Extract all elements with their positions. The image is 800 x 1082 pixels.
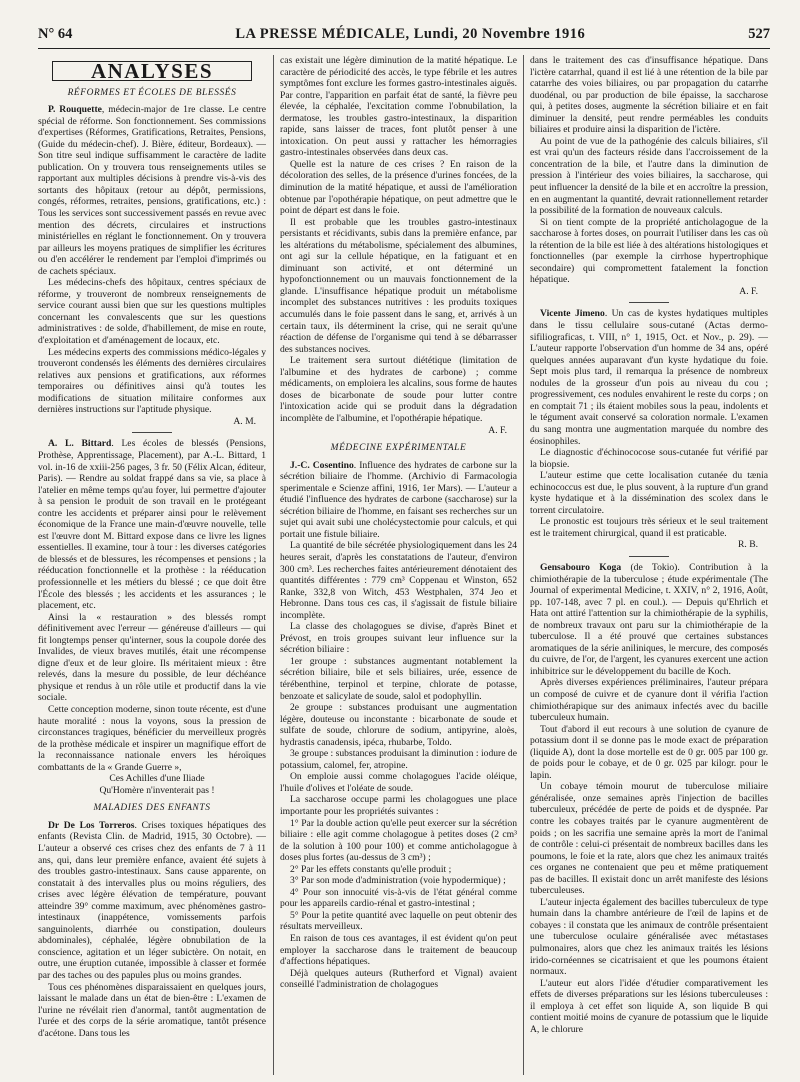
- article-signature: A. M.: [233, 415, 256, 427]
- verse-line: Ces Achilles d'une Iliade: [109, 773, 205, 785]
- article-paragraph: Tout d'abord il eut recours à une solution de cyanure de potassium dont il se donne pas le mode exact de préparation (liquide A), dont la dose mortelle est de 0 gr. 005 par 100 gr. de poids pour le cobaye, et de 0 gr. 025 par kilogr. pour le lapin.: [530, 723, 768, 781]
- article-paragraph: Le diagnostic d'échinococose sous-cutanée fut vérifié par la biopsie.: [530, 447, 768, 470]
- column-1: [38, 55, 266, 1075]
- running-header: [38, 26, 770, 44]
- article-paragraph: La saccharose occupe parmi les cholagogues une place importante pour les propriétés suivantes :: [280, 794, 517, 817]
- article-signature: A. F.: [488, 424, 507, 436]
- section-heading: MÉDECINE EXPÉRIMENTALE: [330, 443, 467, 454]
- article-author: A. L. Bittard: [48, 438, 112, 450]
- analyses-heading: ANALYSES: [52, 61, 252, 81]
- article-signature: A. F.: [739, 285, 758, 297]
- article-paragraph: Les médecins experts des commissions médico-légales y trouveront condensés les éléments des dernières circulaires relatives aux pensions et gratifications, aux réformes temporaires ou définitives ainsi qu'à toutes les modifications de situation militaire conformes aux dernières instructions sur l'aptitude physique.: [38, 346, 266, 416]
- article-paragraph: dans le traitement des cas d'insuffisance hépatique. Dans l'ictère catarrhal, quand il est lié à une rétention de la bile par catarrhe des voies biliaires, ou par propagation du catarrhe duodénal, ou par production de bile épaisse, la saccharose qui, à petites doses, augmente la sécrétion biliaire et en fait diminuer la densité, peut rendre perméables les conduits biliaires et produire ainsi la disparition de l'ictère.: [530, 55, 768, 136]
- page-number: 527: [748, 26, 770, 42]
- article-paragraph: Le pronostic est toujours très sérieux et le seul traitement est le traitement chirurgical, quand il est praticable.: [530, 516, 768, 539]
- article-paragraph: 4° Pour son innocuité vis-à-vis de l'état général comme pour les appareils cardio-rénal et gastro-intestinal ;: [280, 886, 517, 910]
- article-paragraph: L'auteur estime que cette localisation cutanée du tænia echinococcus est due, le plus souvent, à la rupture d'un grand kyste hydatique et à la dissémination des scolex dans le torrent circulatoire.: [530, 470, 768, 516]
- article-paragraph: 2° Par les effets constants qu'elle produit ;: [290, 863, 452, 875]
- article-author: J.-C. Cosentino: [290, 459, 354, 471]
- article-paragraph: Quelle est la nature de ces crises ? En raison de la décoloration des selles, de la présence d'urines foncées, de la diminution de la matité hépatique, et aussi de l'amélioration obtenue par l'opothérapie hépatique, on peut admettre que le point de départ est dans le foie.: [280, 158, 517, 217]
- section-heading: RÉFORMES ET ÉCOLES DE BLESSÉS: [67, 87, 237, 98]
- section-heading: MALADIES DES ENFANTS: [93, 803, 211, 814]
- article-paragraph: 1er groupe : substances augmentant notablement la sécrétion biliaire, bile et sels biliaires, urée, essence de térébenthine, terpinol et terpine, chlorate de potasse, benzoate et salicylate de soude, salol et podophyllin.: [280, 655, 517, 702]
- article-paragraph: La quantité de bile sécrétée physiologiquement dans les 24 heures serait, d'après les constatations de l'auteur, d'environ 300 cm³. Les recherches faites antérieurement dénotaient des quantités différentes : 779 cm³ Coppenau et Winston, 652 Ranke, 332,8 von Witch, 453 Westphalen, 374 Jeo et Hebronne. Dans tous ces cas, il s'agissait de fistule biliaire incomplète.: [280, 540, 517, 621]
- article-paragraph: A. L. Bittard. Les écoles de blessés (Pensions, Prothèse, Apprentissage, Placement), par A.-L. Bittard, 1 vol. in-16 de xxiii-256 pages, 3 fr. 50 (Félix Alcan, éditeur, Paris). — Rendre au soldat frappé dans sa vie, sa place à l'atelier en même temps qu'au foyer, lui permettre d'ajouter à sa pension le produit de son travail en le protégeant contre les accidents et préparer ainsi pour le relèvement économique de la France une main-d'œuvre nouvelle, telle est l'œuvre dont M. Bittard expose dans ce livre les lignes essentielles. Il examine, tour à tour : les diverses catégories de blessés et de blessures, les récompenses et pensions ; la rééducation fonctionnelle et la prothèse : la rééducation professionnelle et les métiers du blessé ; ce que doit être l'École des blessés ; les accidents et les assurances ; le placement, etc.: [38, 438, 266, 612]
- article-author: P. Rouquette: [48, 104, 102, 116]
- article-author: Gensabouro Koga: [540, 561, 622, 573]
- separator: [629, 302, 669, 303]
- article-paragraph: 2e groupe : substances produisant une augmentation légère, douteuse ou inconstante : bicarbonate de soude et sulfate de soude, chlorure de sodium, antipyrine, aloès, hydrastis canadensis, ipéca, rhubarbe, Toldo.: [280, 702, 517, 748]
- article-paragraph: 1° Par la double action qu'elle peut exercer sur la sécrétion biliaire : elle agit comme cholagogue à petites doses (2 cm³ de la solution à 100 pour 100) et comme anticholagogue à doses plus fortes (au-dessus de 3 cm³) ;: [280, 817, 517, 864]
- article-paragraph: Au point de vue de la pathogénie des calculs biliaires, s'il est vrai qu'un des facteurs réside dans l'accroissement de la concentration de la bile, et l'autre dans la diminution de pression à l'intérieur des voies biliaires, la saccharose, qui peut influencer la densité de la bile et en accroître la pression, en en augmentant la quantité, devrait rationnellement retarder la possibilité de la formation de nouveaux calculs.: [530, 135, 768, 217]
- column-3: [530, 55, 768, 1075]
- article-author: Vicente Jimeno: [540, 308, 605, 320]
- column-rule: [523, 55, 524, 1075]
- article-paragraph: L'auteur eut alors l'idée d'étudier comparativement les effets de diverses préparations sur les lésions tuberculeuses : il employa à cet effet son liquide A, son liquide B qui contient moitié moins de cyanure de potassium que le liquide A, le chlorure: [530, 977, 768, 1035]
- article-paragraph: 3° Par son mode d'administration (voie hypodermique) ;: [290, 875, 506, 887]
- article-paragraph: J.-C. Cosentino. Influence des hydrates de carbone sur la sécrétion biliaire de l'homme. (Archivio di Farmacologia sperimentale e Scienze affini, 1916, 1er Mars). — L'auteur a étudié l'influence des hydrates de carbone (saccharose) sur la sécrétion biliaire de l'homme, en faisant ses recherches sur un sujet qui avait subi une cholécystectomie pour calculs, et qui portait une fistule biliaire.: [280, 459, 517, 540]
- article-paragraph: Vicente Jimeno. Un cas de kystes hydatiques multiples dans le tissu cellulaire sous-cutané (Actas dermo-sifiliograficas, t. VIII, n° 1, 1915, Oct. et Nov., p. 29). — L'auteur rapporte l'observation d'un homme de 34 ans, opéré quelques années auparavant d'un kyste hydatique du foie. Sept mois plus tard, il remarqua la présence de nombreux nodules de la grosseur d'un pois au niveau du cou ; progressivement, ces nodules envahirent le reste du corps ; on en comptait 71 ; ils étaient mobiles sous la peau, indolents et le tégument avait conservé sa coloration normale. L'examen du sang montra une augmentation marquée du nombre des éosinophiles.: [530, 308, 768, 447]
- article-paragraph: 3e groupe : substances produisant la diminution : iodure de potassium, calomel, fer, atropine.: [280, 748, 517, 771]
- article-paragraph: Tous ces phénomènes disparaissaient en quelques jours, laissant le malade dans un état de bien-être : L'examen de l'urine ne révélait rien d'anormal, tantôt augmentation de l'urée et des corps de la série aromatique, tantôt présence d'acétone. Dans tous les: [38, 981, 266, 1039]
- article-paragraph: Les médecins-chefs des hôpitaux, centres spéciaux de réforme, y trouveront de nombreux renseignements de service courant aussi bien que sur les questions multiples concernant les convalescents que sur les questions administratives : de solde, d'habillement, de mise en route, d'exploitation et d'aménagement de locaux, etc.: [38, 277, 266, 347]
- journal-title: LA PRESSE MÉDICALE, Lundi, 20 Novembre 1916: [235, 26, 586, 42]
- article-paragraph: Un cobaye témoin mourut de tuberculose miliaire généralisée, onze semaines après l'injection de bacilles tuberculeux, précédée de perte de poids et de dyspnée. Par contre les cobayes traités par le cyanure augmentèrent de poids ; on les sacrifia une semaine après la mort de l'animal de contrôle : celui-ci présentait de nombreux bacilles dans les poumons, le foie et la rate, alors que chez les animaux traités ces organes ne contenaient que peu et même pratiquement pas de bacilles. Il existait donc un arrêt manifeste des lésions tuberculeuses.: [530, 781, 768, 897]
- article-paragraph: Cette conception moderne, sinon toute récente, est d'une haute moralité : nous la voyons, sous la pression de circonstances tragiques, bénéficier du merveilleux progrès de la prothèse médicale et inspirer un magnifique effort de la reconnaissance nationale envers les héroïques combattants de la « Grande Guerre »,: [38, 703, 266, 773]
- article-author: Dr De Los Torreros: [48, 819, 135, 831]
- article-paragraph: En raison de tous ces avantages, il est évident qu'on peut employer la saccharose dans le traitement de beaucoup d'affections hépatiques.: [280, 933, 517, 968]
- verse-line: Qu'Homère n'inventerait pas !: [99, 784, 215, 796]
- article-paragraph: L'auteur injecta également des bacilles tuberculeux de type humain dans la chambre antérieure de l'œil de lapins et de cobayes : il constata que les animaux de contrôle présentaient une tuberculose oculaire généralisée avec métastases pulmonaires, alors que chez les animaux traités les lésions irido-cornéennes se cicatrisaient et que les poumons étaient normaux.: [530, 896, 768, 978]
- separator: [629, 556, 669, 557]
- article-paragraph: Dr De Los Torreros. Crises toxiques hépatiques des enfants (Revista Clin. de Madrid, 1915, 30 Octobre). — L'auteur a observé ces crises chez des enfants de 7 à 11 ans, qui, dans leur première enfance, avaient été sujets à des troubles gastro-intestinaux. Sans cause apparente, on constatait à des intervalles plus ou moins réguliers, des crises avec légère élévation de température, pouvant atteindre 39° comme maximum, avec phénomènes gastro-intestinaux (inappétence, vomissements parfois sanguinolents, diarrhée ou constipation, douleurs abdominales), céphalée, légère obnubilation de la conscience, agitation et un léger subictère. On notait, en outre, une éruption cutanée, impossible à classer et formée par des taches ou des papules plus ou moins grandes.: [38, 819, 266, 982]
- article-paragraph: P. Rouquette, médecin-major de 1re classe. Le centre spécial de réforme. Son fonctionnement. Ses commissions d'expertises (Réformes, Gratifications, Retraites, Pensions, (Guide du médecin-chef). J. Bière, éditeur, Bordeaux). — Son titre seul indique suffisamment le caractère de ladite publication. On y trouvera tous renseignements utiles se rapportant aux multiples décisions à prendre vis-à-vis des sortants des hôpitaux (retour au dépôt, permissions, congés, réformes, retraites, pensions, gratifications, etc.) : Tous les services sont successivement passés en revue avec mention des décrets, circulaires et instructions ministérielles en réglant le fonctionnement. On y trouvera par ailleurs les moyens pratiques de simplifier les écritures ou d'en accélérer le rendement par l'emploi d'imprimés ou de cachets spéciaux.: [38, 104, 266, 277]
- article-paragraph: 5° Pour la petite quantité avec laquelle on peut obtenir des résultats merveilleux.: [280, 909, 517, 933]
- article-paragraph: Gensabouro Koga (de Tokio). Contribution à la chimiothérapie de la tuberculose ; étude expérimentale (The Journal of experimental Medicine, t. XXIV, n° 2, 1916, Août, pp. 107-148, avec 7 pl. en coul.). — Depuis qu'Ehrlich et Hata ont attiré l'attention sur la chimiothérapie de la syphilis, de nombreux travaux ont paru sur la chimiothérapie de la tuberculose. Il a été prouvé que certaines substances aromatiques de la série aniliniques, le mercure, des composés du cuivre, de l'or, de l'argent, les cyanures exercent une action inhibitrice sur le développement du bacille de Koch.: [530, 561, 768, 677]
- column-2: [280, 55, 517, 1075]
- article-paragraph: Il est probable que les troubles gastro-intestinaux persistants et récidivants, subis dans la première enfance, par les altérations du métabolisme, spécialement des albumines, ont agi sur la cellule hépatique, en la fatiguant et en diminuant son activité, et ont déterminé un hypofonctionnement ou un mauvais fonctionnement de la glande. L'insuffisance hépatique produit un métabolisme incomplet des substances nutritives : les produits toxiques accumulés dans le foie passent dans le sang, et, arrivés à un certain taux, ils déterminent la crise, qui ne serait qu'une réaction de défense de l'organisme qui tend à se débarrasser des substances nocives.: [280, 216, 517, 355]
- article-signature: R. B.: [738, 539, 758, 551]
- header-rule: [38, 48, 770, 49]
- article-paragraph: Déjà quelques auteurs (Rutherford et Vignal) avaient conseillé l'administration de cholagogues: [280, 967, 517, 991]
- article-paragraph: Si on tient compte de la propriété anticholagogue de la saccharose à fortes doses, on pourrait l'utiliser dans les cas où la rétention de la bile est liée à des altérations histologiques et fonctionnelles (par exemple la cirrhose hypertrophique secondaire) qui compromettent fatalement la fonction hépatique.: [530, 216, 768, 286]
- separator: [132, 432, 172, 433]
- article-paragraph: Le traitement sera surtout diététique (limitation de l'albumine et des hydrates de carbone) ; comme médicaments, on emploiera les alcalins, sous forme de hautes doses de bicarbonate de soude pour lutter contre l'intoxication acide qui se produit dans la dégradation incomplète de l'albumine, et l'opothérapie hépatique.: [280, 355, 517, 424]
- article-paragraph: On emploie aussi comme cholagogues l'acide oléique, l'huile d'olives et l'oléate de soude.: [280, 771, 517, 794]
- article-paragraph: Ainsi la « restauration » des blessés rompt définitivement avec l'erreur — généreuse d'ailleurs — qui fit longtemps penser qu'interner, sous la coupole dorée des Invalides, de vieux braves mutilés, était une récompense digne d'eux et de leur gloire. Ils méritaient mieux : être relevés, dans la mesure du possible, de leur déchéance physique et rendus à un rôle utile et productif dans la vie sociale.: [38, 611, 266, 704]
- issue-number: N° 64: [38, 26, 73, 42]
- article-paragraph: Après diverses expériences préliminaires, l'auteur prépara un composé de cuivre et de cyanure dont il vérifia l'action chimiothérapique sur des animaux infectés avec du bacille tuberculeux humain.: [530, 677, 768, 724]
- column-rule: [273, 55, 274, 1075]
- article-paragraph: La classe des cholagogues se divise, d'après Binet et Prévost, en trois groupes suivant leur influence sur la sécrétion biliaire :: [280, 621, 517, 656]
- article-paragraph: cas existait une légère diminution de la matité hépatique. Le caractère de périodicité des accès, le type fébrile et les autres symptômes font exclure les formes gastro-intestinales aiguës. Par contre, l'apparition en parfait état de santé, la fièvre peu élevée, la céphalée, l'excitation comme l'obnubilation, la dermatose, les troubles gastro-intestinaux, la disparition rapide, sans laisser de traces, font plutôt penser à une intoxication. On peut aussi y rattacher les hémorragies gastro-intestinales observées dans deux cas.: [280, 55, 517, 159]
